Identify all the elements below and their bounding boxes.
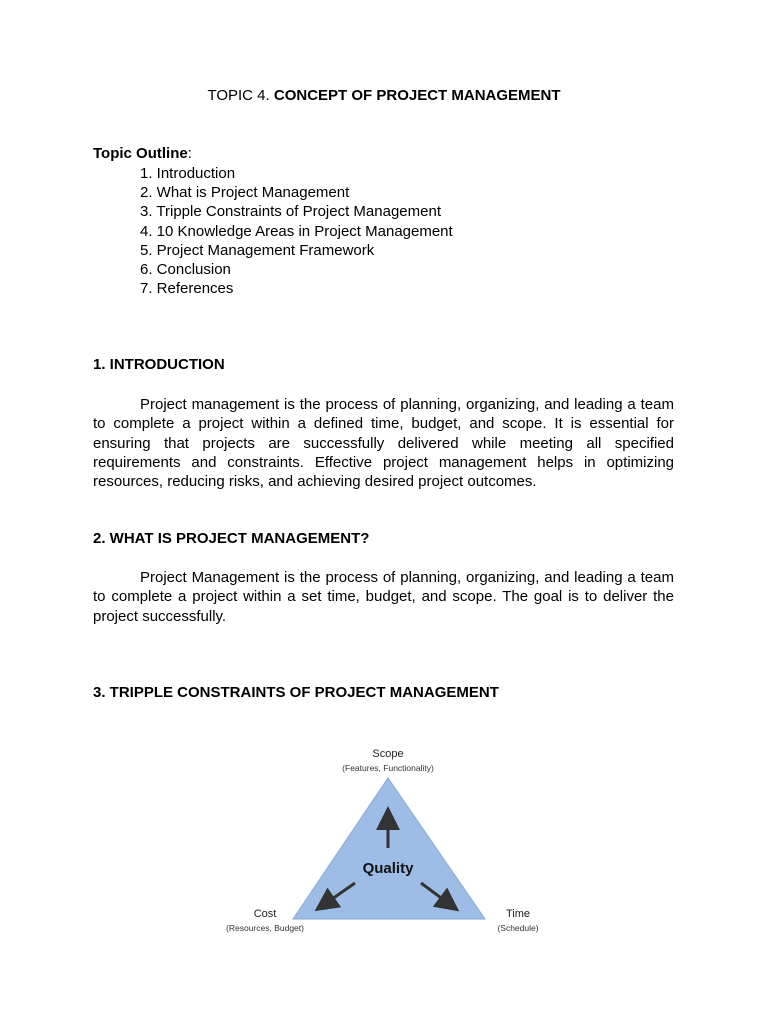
- section-text-introduction: Project management is the process of planning, organizing, and leading a team to complete a project within a defined time, budget, and scope. It is essential for ensuring that projects are successfully delivered while meeting all specified requirements and constraints. Effective project management helps in optimizing resources, reducing risks, and achieving desired project outcomes.: [93, 396, 674, 491]
- diagram-scope-label: Scope: [372, 748, 404, 760]
- diagram-time-sub: (Schedule): [497, 923, 539, 933]
- diagram-time-label: Time: [505, 908, 531, 920]
- diagram-cost-sub: (Resources, Budget): [226, 923, 304, 933]
- section-heading-introduction: 1. INTRODUCTION: [93, 356, 225, 373]
- outline-item-conclusion: 6. Conclusion: [140, 261, 231, 279]
- diagram-cost-label: Cost: [253, 908, 277, 920]
- topic-outline-label: Topic Outline: [93, 145, 188, 162]
- outline-item-references: 7. References: [140, 280, 234, 298]
- outline-item-framework: 5. Project Management Framework: [140, 241, 375, 259]
- outline-item-knowledge-areas: 4. 10 Knowledge Areas in Project Management: [140, 222, 453, 240]
- title-main: CONCEPT OF PROJECT MANAGEMENT: [273, 87, 561, 104]
- title-prefix: TOPIC 4.: [207, 87, 274, 104]
- topic-outline-colon: :: [187, 145, 192, 162]
- triple-constraints-diagram: [215, 740, 555, 945]
- section-text-what-is-pm: Project Management is the process of planning, organizing, and leading a team to complete a project within a set time, budget, and scope. The goal is to deliver the project successfully.: [93, 569, 674, 625]
- topic-outline-heading: [93, 145, 192, 163]
- diagram-scope-sub: (Features, Functionality): [342, 763, 434, 773]
- section-heading-what-is-pm: 2. WHAT IS PROJECT MANAGEMENT?: [93, 530, 370, 547]
- page-title: [0, 87, 768, 105]
- diagram-center-label: Quality: [362, 860, 414, 877]
- outline-item-what-is-pm: 2. What is Project Management: [140, 184, 350, 202]
- triangle-shape: [293, 778, 485, 919]
- outline-item-triple-constraints: 3. Tripple Constraints of Project Management: [140, 203, 441, 221]
- outline-item-introduction: 1. Introduction: [140, 165, 236, 182]
- section-heading-triple-constraints: 3. TRIPPLE CONSTRAINTS OF PROJECT MANAGEMENT: [93, 684, 499, 701]
- topic-outline-list: [140, 164, 453, 298]
